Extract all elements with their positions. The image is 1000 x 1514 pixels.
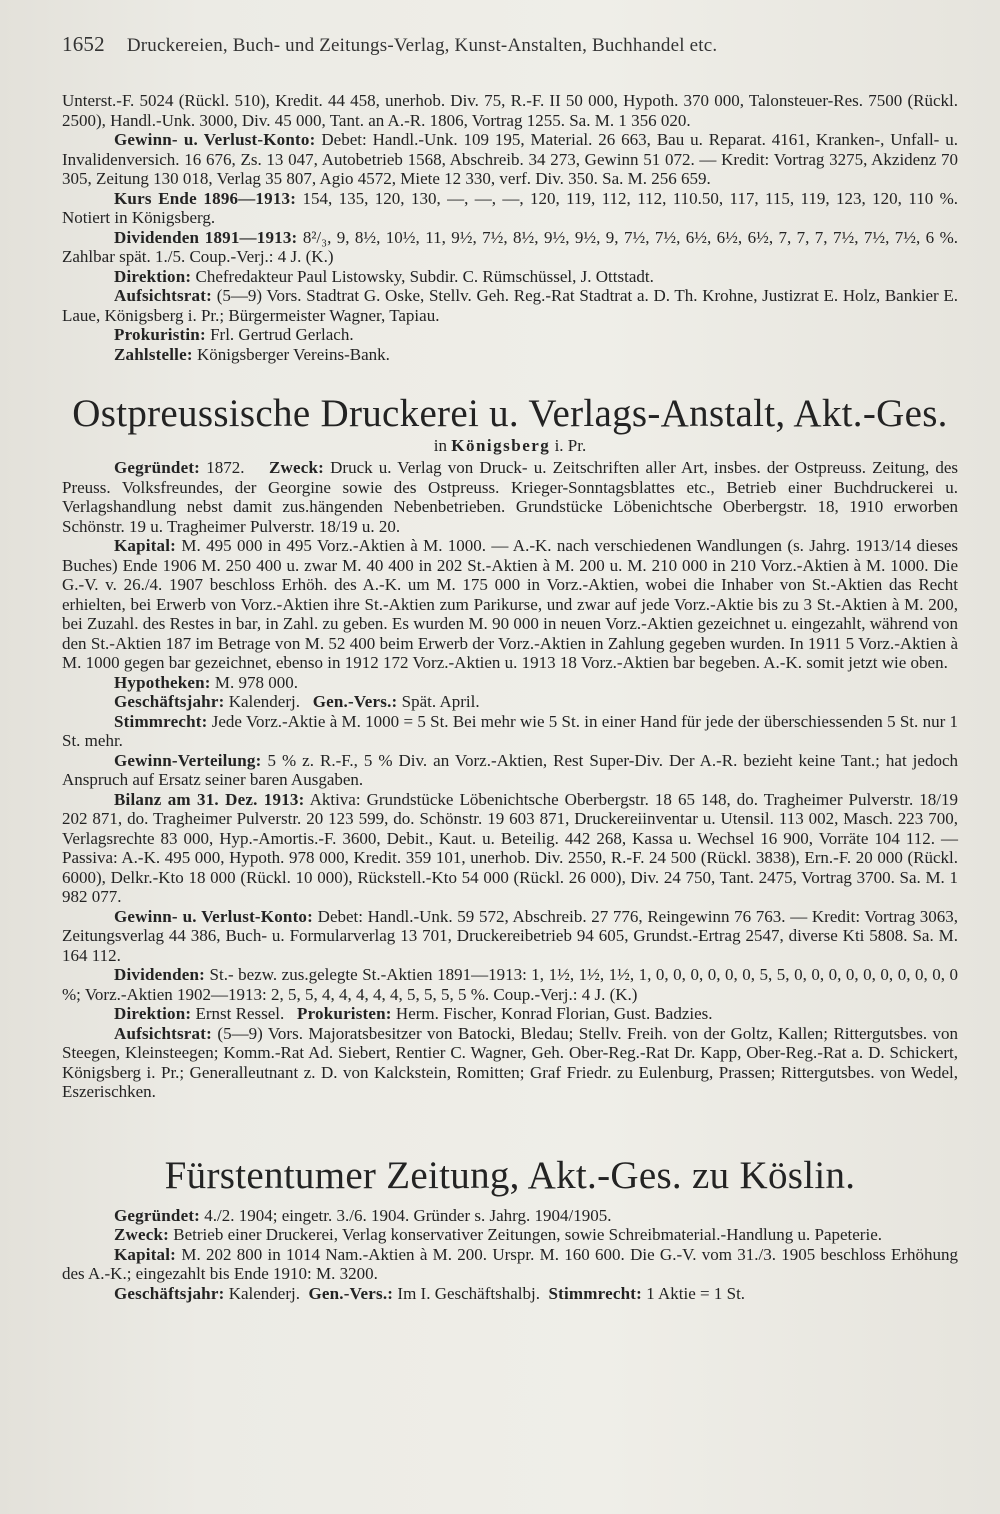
genvers-text: Spät. April. (401, 692, 480, 711)
genvers-label: Gen.-Vers.: (312, 692, 398, 711)
prokuristen-text: Herm. Fischer, Konrad Florian, Gust. Badzies. (395, 1004, 713, 1023)
kapital-label: Kapital: (114, 536, 177, 555)
prokuristin-label: Prokuristin: (114, 325, 206, 344)
gegruendet-text: 4./2. 1904; eingetr. 3./6. 1904. Gründer s. Jahrg. 1904/1905. (204, 1205, 612, 1225)
location-city: Königsberg (451, 436, 551, 455)
dividenden-text: 8²/₃, 9, 8½, 10½, 11, 9½, 7½, 8½, 9½, 9½, 9, 7½, 7½, 6½, 6½, 6½, 7, 7, 7, 7½, 7½, 7½, 6 %. Zahlbar spät. 1./5. Coup.-Verj.: 4 J. (K.) (62, 227, 959, 266)
company-location (62, 436, 958, 455)
dividenden-paragraph (62, 228, 958, 267)
kapital-text: M. 495 000 in 495 Vorz.-Aktien à M. 1000. — A.-K. nach verschiedenen Wandlungen (s. Jahrg. 1913/14 dieses Buches) Ende 1906 M. 250 400 u. zwar M. 40 400 in 202 St.-Aktien à M. 200 u. M. 210 000 in 210 Vorz.-Aktien à M. 1000. Die G.-V. v. 26./4. 1907 beschloss Erhöh. des A.-K. um M. 175 000 in Vorz.-Aktien, wobei die Inhaber von St.-Aktien das Recht erhielten, bei Erwerb von Vorz.-Aktien ihre St.-Aktien zum Parikurse, und zwar auf jede Vorz.-Aktie bis zu 3 St.-Aktien à M. 200, bei Zuzahl. des Restes in bar, in Zahl. zu geben. Es wurden M. 90 000 in neuen Vorz.-Aktien gezeichnet u. eingezahlt, während von den St.-Aktien 187 im Betrage von M. 52 400 beim Erwerb der Vorz.-Aktien in Zahlung gegeben wurden. In 1911 5 Vorz.-Aktien à M. 1000 gegen bar gezeichnet, ebenso in 1912 172 Vorz.-Aktien u. 1913 18 Vorz.-Aktien bar begeben. A.-K. somit jetzt wie oben. (62, 536, 958, 672)
stimmrecht-label: Stimmrecht: (114, 711, 208, 731)
zweck-text: Druck u. Verlag von Druck- u. Zeitschriften aller Art, insbes. der Ostpreuss. Zeitung, des Preuss. Volksfreundes, der Georgine sowie des Ostpreuss. Krieger-Sonntagsblattes etc., Betrieb einer Buchdruckerei u. Verlagshandlung nebst damit zus.hängenden Nebenbetrieben. Grundstücke Löbenichtsche Oberbergstr. 18, 1910 erworben Schönstr. 19 u. Tragheimer Pulverstr. 18/19 u. 20. (62, 458, 959, 536)
prokuristen-label: Prokuristen: (297, 1004, 392, 1023)
page-number: 1652 (62, 32, 105, 56)
geschaeftsjahr-label: Geschäftsjahr: (114, 1283, 225, 1303)
gewinnverteilung-label: Gewinn-Verteilung: (114, 750, 262, 770)
running-head (62, 32, 958, 57)
stimmrecht-paragraph (62, 712, 958, 751)
gewinnverteilung-paragraph (62, 751, 958, 790)
guv-text: Debet: Handl.-Unk. 59 572, Abschreib. 27 776, Reingewinn 76 763. — Kredit: Vortrag 3063, Zeitungsverlag 44 386, Buch- u. Formularverlag 13 701, Druckereibetrieb 94 605, Grundst.-Ertrag 2547, diverse Kti 5808. Sa. M. 164 112. (62, 906, 958, 965)
dividenden-paragraph (62, 965, 958, 1004)
geschaeftsjahr-paragraph (62, 692, 958, 712)
geschaeftsjahr-text: Kalenderj. (228, 692, 300, 711)
bilanz-text: Aktiva: Grundstücke Löbenichtsche Oberbergstr. 18 65 148, do. Tragheimer Pulverstr. 18/19 202 871, do. Tragheimer Pulverstr. 20 123 599, do. Schönstr. 19 603 871, Druckereiinventar u. Utensil. 113 002, Masch. 223 700, Verlagsrechte 83 000, Hyp.-Amortis.-F. 3600, Debit., Kaut. u. Beteilig. 442 268, Kassa u. Wechsel 16 900, Vorräte 104 112. — Passiva: A.-K. 495 000, Hypoth. 978 000, Kredit. 359 101, unerhob. Div. 2550, R.-F. 24 500 (Rückl. 3838), Ern.-F. 20 000 (Rückl. 6000), Delkr.-Kto 18 000 (Rückl. 10 000), Rückstell.-Kto 54 000 (Rückl. 26 000), Div. 24 750, Tant. 2475, Vortrag 3700. Sa. M. 1 982 077. (62, 789, 958, 906)
stimmrecht-text: Jede Vorz.-Aktie à M. 1000 = 5 St. Bei mehr wie 5 St. in einer Hand für jede der überschiessenden 5 St. nur 1 St. mehr. (62, 711, 959, 750)
gegruendet-label: Gegründet: (114, 1205, 201, 1225)
dividenden-label: Dividenden 1891—1913: (114, 227, 298, 247)
guv-paragraph (62, 907, 958, 966)
zweck-label: Zweck: (114, 1225, 170, 1244)
guv-text: Debet: Handl.-Unk. 109 195, Material. 26 663, Bau u. Reparat. 4161, Kranken-, Unfall- u. Invalidenversich. 16 676, Zs. 13 047, Autobetrieb 1568, Abschreib. 34 273, Gewinn 51 072. — Kredit: Vortrag 3275, Akzidenz 70 305, Zeitung 130 018, Verlag 35 807, Agio 4572, Miete 12 330, verf. Div. 350. Sa. M. 256 659. (62, 130, 958, 188)
zahlstelle-label: Zahlstelle: (114, 344, 193, 364)
kapital-label: Kapital: (114, 1244, 177, 1264)
kapital-paragraph (62, 1245, 958, 1284)
zahlstelle-text: Königsberger Vereins-Bank. (196, 344, 390, 364)
direktion-paragraph (62, 267, 958, 287)
location-suffix: i. Pr. (554, 436, 587, 455)
genvers-label: Gen.-Vers.: (308, 1283, 394, 1303)
kurs-label: Kurs Ende 1896—1913: (114, 188, 297, 208)
prokuristin-text: Frl. Gertrud Gerlach. (210, 325, 354, 344)
kapital-paragraph (62, 536, 958, 673)
bilanz-paragraph (62, 790, 958, 907)
dividenden-text: St.- bezw. zus.gelegte St.-Aktien 1891—1913: 1, 1½, 1½, 1½, 1, 0, 0, 0, 0, 0, 0, 5, 5, 0, 0, 0, 0, 0, 0, 0, 0, 0, 0 %; Vorz.-Aktien 1902—1913: 2, 5, 5, 4, 4, 4, 4, 4, 5, 5, 5, 5 %. Coup.-Verj.: 4 J. (K.) (62, 965, 959, 1004)
company-name: Ostpreussische Druckerei u. Verlags-Anstalt, Akt.-Ges. (72, 392, 948, 435)
company-heading-ostpreussische (62, 392, 958, 455)
aufsichtsrat-paragraph (62, 1024, 958, 1102)
hypotheken-paragraph (62, 673, 958, 693)
aufsichtsrat-label: Aufsichtsrat: (114, 1023, 212, 1043)
guv-paragraph (62, 130, 958, 189)
gegruendet-paragraph (62, 1206, 958, 1226)
bilanz-continuation: Unterst.-F. 5024 (Rückl. 510), Kredit. 44 458, unerhob. Div. 75, R.-F. II 50 000, Hypoth. 370 000, Talonsteuer-Res. 7500 (Rückl. 2500), Handl.-Unk. 3000, Div. 45 000, Tant. an A.-R. 1806, Vortrag 1255. Sa. M. 1 356 020. (62, 91, 958, 130)
running-title: Druckereien, Buch- und Zeitungs-Verlag, Kunst-Anstalten, Buchhandel etc. (126, 35, 718, 56)
company-entry-fuerstentumer (62, 1206, 958, 1304)
prokuristin-paragraph (62, 325, 958, 345)
zweck-paragraph (62, 1225, 958, 1245)
stimmrecht-label: Stimmrecht: (548, 1283, 642, 1303)
direktion-label: Direktion: (114, 1004, 192, 1023)
geschaeftsjahr-text: Kalenderj. (228, 1283, 300, 1303)
stimmrecht-text: 1 Aktie = 1 St. (646, 1283, 746, 1303)
aufsichtsrat-text: (5—9) Vors. Majoratsbesitzer von Batocki, Bledau; Stellv. Freih. von der Goltz, Kallen; Rittergutsbes. von Steegen, Kleinsteegen; Komm.-Rat Ad. Siebert, Rentier C. Wagner, Geh. Ober-Reg.-Rat Dr. Kapp, Ober-Reg.-Rat a. D. Schickert, Königsberg i. Pr.; Generalleutnant z. D. von Kalckstein, Romitten; Graf Friedr. zu Eulenburg, Prassen; Rittergutsbes. von Wedel, Eszerischken. (62, 1023, 959, 1101)
dividenden-label: Dividenden: (114, 965, 205, 984)
aufsichtsrat-label: Aufsichtsrat: (114, 286, 212, 305)
guv-label: Gewinn- u. Verlust-Konto: (114, 906, 313, 926)
previous-entry-continuation (62, 91, 958, 364)
direktion-text: Chefredakteur Paul Listowsky, Subdir. C. Rümschüssel, J. Ottstadt. (195, 266, 654, 286)
location-prefix: in (433, 436, 447, 455)
aufsichtsrat-paragraph (62, 286, 958, 325)
kapital-text: M. 202 800 in 1014 Nam.-Aktien à M. 200. Urspr. M. 160 600. Die G.-V. vom 31./3. 1905 beschloss Erhöhung des A.-K.; eingezahlt bis Ende 1910: M. 3200. (62, 1244, 958, 1283)
company-entry-ostpreussische (62, 458, 958, 1102)
zahlstelle-paragraph (62, 345, 958, 365)
geschaeftsjahr-label: Geschäftsjahr: (114, 692, 225, 711)
hypotheken-text: M. 978 000. (214, 672, 299, 692)
gegruendet-label: Gegründet: (114, 458, 201, 477)
company-heading-fuerstentumer (62, 1154, 958, 1198)
gegruendet-zweck-paragraph (62, 458, 958, 536)
gewinnverteilung-text: 5 % z. R.-F., 5 % Div. an Vorz.-Aktien, Rest Super-Div. Der A.-R. bezieht keine Tant.; hat jedoch Anspruch auf Ersatz seiner baren Ausgaben. (62, 750, 958, 789)
direktion-paragraph (62, 1004, 958, 1024)
genvers-text: Im I. Geschäftshalbj. (397, 1283, 540, 1303)
aufsichtsrat-text: (5—9) Vors. Stadtrat G. Oske, Stellv. Geh. Reg.-Rat Stadtrat a. D. Th. Krohne, Justizrat E. Holz, Bankier E. Laue, Königsberg i. Pr.; Bürgermeister Wagner, Tapiau. (62, 286, 958, 325)
zweck-label: Zweck: (268, 458, 324, 477)
bilanz-label: Bilanz am 31. Dez. 1913: (114, 789, 305, 809)
direktion-label: Direktion: (114, 266, 192, 286)
kurs-paragraph (62, 189, 958, 228)
guv-label: Gewinn- u. Verlust-Konto: (114, 130, 316, 149)
geschaeftsjahr-paragraph (62, 1284, 958, 1304)
company-name: Fürstentumer Zeitung, Akt.-Ges. zu Köslin. (164, 1153, 856, 1197)
kurs-text: 154, 135, 120, 130, —, —, —, 120, 119, 112, 112, 110.50, 117, 115, 119, 123, 120, 110 %. Notiert in Königsberg. (62, 188, 959, 227)
direktion-text: Ernst Ressel. (195, 1004, 285, 1023)
hypotheken-label: Hypotheken: (114, 672, 211, 692)
gegruendet-value: 1872. (206, 458, 245, 477)
zweck-text: Betrieb einer Druckerei, Verlag konservativer Zeitungen, sowie Schreibmaterial.-Handlung u. Papeterie. (173, 1225, 882, 1244)
